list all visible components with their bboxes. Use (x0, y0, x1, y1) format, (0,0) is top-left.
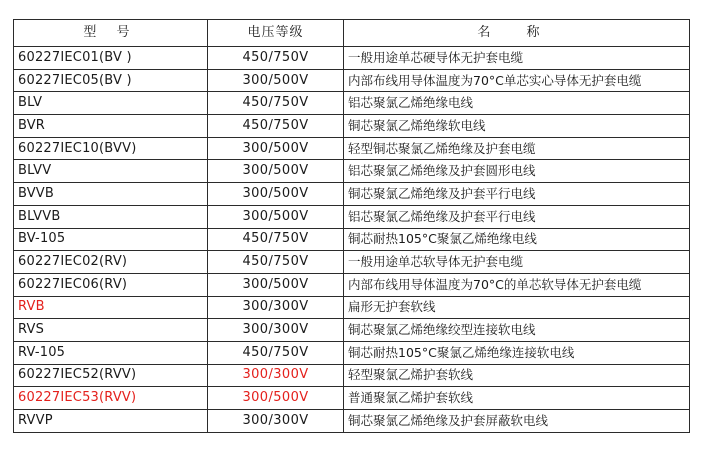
cell-model: 60227IEC10(BVV) (14, 137, 208, 160)
cell-name: 扁形无护套软线 (344, 296, 690, 319)
cell-name: 内部布线用导体温度为70°C单芯实心导体无护套电缆 (344, 69, 690, 92)
cell-name: 轻型铜芯聚氯乙烯绝缘及护套电缆 (344, 137, 690, 160)
cell-name: 铝芯聚氯乙烯绝缘及护套平行电线 (344, 205, 690, 228)
table-row (14, 47, 690, 70)
cell-voltage: 300/500V (208, 183, 344, 206)
cell-model: 60227IEC52(RVV) (14, 364, 208, 387)
cell-voltage: 450/750V (208, 341, 344, 364)
cell-voltage: 300/500V (208, 160, 344, 183)
header-voltage: 电压等级 (208, 20, 344, 47)
cell-voltage: 300/300V (208, 296, 344, 319)
cell-voltage: 450/750V (208, 251, 344, 274)
cell-model: BLV (14, 92, 208, 115)
table-row (14, 296, 690, 319)
cell-model: 60227IEC06(RV) (14, 273, 208, 296)
cell-voltage: 450/750V (208, 47, 344, 70)
table-row (14, 228, 690, 251)
cell-voltage: 450/750V (208, 115, 344, 138)
table-row (14, 137, 690, 160)
table-row (14, 364, 690, 387)
cell-model: RVVP (14, 410, 208, 433)
cell-voltage: 450/750V (208, 228, 344, 251)
cell-model: BVR (14, 115, 208, 138)
table-body (14, 47, 690, 433)
table-row (14, 115, 690, 138)
table-row (14, 92, 690, 115)
cell-name: 铜芯耐热105°C聚氯乙烯绝缘电线 (344, 228, 690, 251)
cable-spec-table (13, 19, 690, 433)
cell-model: BV-105 (14, 228, 208, 251)
header-model: 型 号 (14, 20, 208, 47)
cell-voltage: 450/750V (208, 92, 344, 115)
cell-name: 铜芯聚氯乙烯绝缘软电线 (344, 115, 690, 138)
cell-name: 轻型聚氯乙烯护套软线 (344, 364, 690, 387)
cell-name: 铜芯聚氯乙烯绝缘绞型连接软电线 (344, 319, 690, 342)
table-row (14, 410, 690, 433)
cell-name: 铝芯聚氯乙烯绝缘及护套圆形电线 (344, 160, 690, 183)
cell-voltage: 300/500V (208, 69, 344, 92)
cell-model: 60227IEC53(RVV) (14, 387, 208, 410)
cell-name: 铝芯聚氯乙烯绝缘电线 (344, 92, 690, 115)
cell-model: BLVVB (14, 205, 208, 228)
cell-voltage: 300/500V (208, 273, 344, 296)
cell-model: BLVV (14, 160, 208, 183)
cell-voltage: 300/500V (208, 137, 344, 160)
cell-model: RVB (14, 296, 208, 319)
cell-model: 60227IEC01(BV ) (14, 47, 208, 70)
table-row (14, 160, 690, 183)
cell-voltage: 300/500V (208, 205, 344, 228)
table-row (14, 183, 690, 206)
cell-voltage: 300/300V (208, 364, 344, 387)
cell-model: RV-105 (14, 341, 208, 364)
table-row (14, 251, 690, 274)
table-row (14, 69, 690, 92)
cell-model: BVVB (14, 183, 208, 206)
cell-name: 内部布线用导体温度为70°C的单芯软导体无护套电缆 (344, 273, 690, 296)
cell-name: 一般用途单芯软导体无护套电缆 (344, 251, 690, 274)
cell-model: RVS (14, 319, 208, 342)
cell-name: 铜芯聚氯乙烯绝缘及护套平行电线 (344, 183, 690, 206)
header-row (14, 20, 690, 47)
table-header (14, 20, 690, 47)
cell-voltage: 300/300V (208, 410, 344, 433)
cell-voltage: 300/500V (208, 387, 344, 410)
cell-name: 普通聚氯乙烯护套软线 (344, 387, 690, 410)
cell-voltage: 300/300V (208, 319, 344, 342)
cell-name: 一般用途单芯硬导体无护套电缆 (344, 47, 690, 70)
cell-name: 铜芯耐热105°C聚氯乙烯绝缘连接软电线 (344, 341, 690, 364)
header-name: 名 称 (344, 20, 690, 47)
cell-model: 60227IEC02(RV) (14, 251, 208, 274)
table-row (14, 341, 690, 364)
table-row (14, 273, 690, 296)
table-row (14, 387, 690, 410)
table-row (14, 205, 690, 228)
cell-model: 60227IEC05(BV ) (14, 69, 208, 92)
cell-name: 铜芯聚氯乙烯绝缘及护套屏蔽软电线 (344, 410, 690, 433)
table-row (14, 319, 690, 342)
